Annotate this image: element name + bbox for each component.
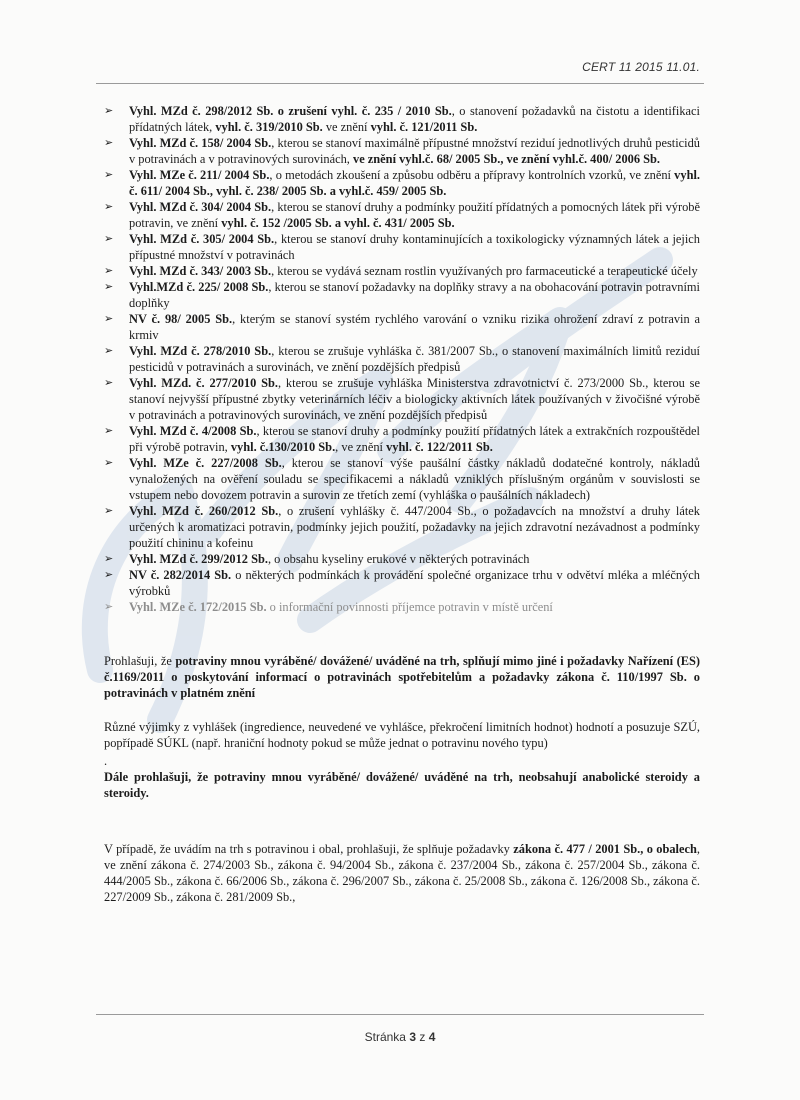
arrow-bullet-icon: ➢ <box>104 168 114 181</box>
text-run: , o metodách zkoušení a způsobu odběru a přípravy kontrolních vzorků, ve znění <box>269 168 675 182</box>
bold-text: potraviny mnou vyráběné/ dovážené/ uváděné na trh, splňují mimo jiné i požadavky Nařízení (ES) č.1169/2011 o poskytování informací o potravinách spotřebitelům a požadavky zákona č. 110/1997 Sb. o potravinách v platném znění <box>104 654 701 700</box>
text-run: o informační povinnosti příjemce potravin v místě určení <box>266 600 553 614</box>
regulation-item <box>104 423 700 455</box>
separator-dot: . <box>104 754 108 768</box>
bold-text: Vyhl. MZd č. 343/ 2003 Sb. <box>129 264 272 278</box>
text-run: , kterým se stanoví systém rychlého varování o vzniku rizika ohrožení zdraví z potravin a krmiv <box>129 312 700 342</box>
page-number <box>0 1030 800 1044</box>
page-label: Stránka <box>364 1030 406 1044</box>
regulation-item <box>104 375 700 423</box>
text-run: , kterou se vydává seznam rostlin využívaných pro farmaceutické a terapeutické účely <box>271 264 698 278</box>
bold-text: ve znění vyhl.č. 68/ 2005 Sb., ve znění vyhl.č. 400/ 2006 Sb. <box>353 152 661 166</box>
declaration-paragraph <box>104 653 700 701</box>
regulation-item <box>104 455 700 503</box>
arrow-bullet-icon: ➢ <box>104 264 114 277</box>
regulation-item <box>104 503 700 551</box>
text-run: , kterou se stanoví druhy a podmínky použití přídatných a pomocných látek při výrobě potravin, ve znění <box>129 200 701 230</box>
bold-text: Vyhl. MZe č. 211/ 2004 Sb. <box>129 168 270 182</box>
bold-text: NV č. 282/2014 Sb. <box>129 568 232 582</box>
text-run: , kterou se stanoví maximálně přípustné množství reziduí jednotlivých druhů pesticidů v potravinách a v potravinových surovinách, <box>129 136 700 166</box>
page-total: 4 <box>428 1030 436 1044</box>
regulation-item <box>104 343 700 375</box>
bold-text: Vyhl. MZd č. 158/ 2004 Sb. <box>129 136 272 150</box>
bold-text: vyhl. č. 611/ 2004 Sb., vyhl. č. 238/ 2005 Sb. a vyhl.č. 459/ 2005 Sb. <box>129 168 700 198</box>
text-run: , o zrušení vyhlášky č. 447/2004 Sb., o požadavcích na množství a druhy látek určených k aromatizaci potravin, podmínky jejich použití, požadavky na jejich zdravotní nezávadnost a podmínky použití chininu a kofeinu <box>129 504 701 550</box>
arrow-bullet-icon: ➢ <box>104 424 114 437</box>
text-run: o některých podmínkách k provádění společné organizace trhu v odvětví mléka a mléčných výrobků <box>129 568 700 598</box>
header-divider <box>96 83 704 84</box>
arrow-bullet-icon: ➢ <box>104 552 114 565</box>
document-reference: CERT 11 2015 11.01. <box>582 60 700 74</box>
text-run: , ve znění zákona č. 274/2003 Sb., zákona č. 94/2004 Sb., zákona č. 237/2004 Sb., zákona č. 257/2004 Sb., zákona č. 444/2005 Sb., zákona č. 66/2006 Sb., zákona č. 296/2007 Sb., zákona č. 25/2008 Sb., zákona č. 126/2008 Sb., zákona č. 227/2009 Sb., zákona č. 281/2009 Sb., <box>104 842 700 904</box>
text-run: Různé výjimky z vyhlášek (ingredience, neuvedené ve vyhlášce, překročení limitních hodnot) hodnotí a posuzuje SZÚ, popřípadě SÚKL (např. hraniční hodnoty pokud se může jednat o potravinu nového typu) <box>104 720 700 750</box>
text-run: , o obsahu kyseliny erukové v některých potravinách <box>267 552 530 566</box>
bold-text: vyhl. č. 152 /2005 Sb. a vyhl. č. 431/ 2005 Sb. <box>221 216 455 230</box>
arrow-bullet-icon: ➢ <box>104 200 114 213</box>
packaging-paragraph <box>104 841 700 905</box>
text-run: , kterou se zrušuje vyhláška Ministerstva zdravotnictví č. 273/2000 Sb., kterou se stanoví nejvyšší přípustné zbytky veterinárních léčiv a biologicky aktivních látek používaných v živočišné výrobě v potravinách a potravinových surovinách, ve znění pozdějších předpisů <box>129 376 700 422</box>
bold-text: NV č. 98/ 2005 Sb. <box>129 312 233 326</box>
bold-text: Vyhl. MZd č. 4/2008 Sb. <box>129 424 257 438</box>
regulation-item <box>104 199 700 231</box>
text-run: , kterou se stanoví druhy kontaminujících a toxikologicky významných látek a jejich přípustné množství v potravinách <box>129 232 700 262</box>
text-run: , kterou se zrušuje vyhláška č. 381/2007 Sb., o stanovení maximálních limitů reziduí pesticidů v potravinách a surovinách, ve znění pozdějších předpisů <box>129 344 700 374</box>
regulation-item <box>104 311 700 343</box>
bold-text: Vyhl. MZd č. 299/2012 Sb. <box>129 552 268 566</box>
text-run: , ve znění <box>335 440 387 454</box>
bold-text: Vyhl.MZd č. 225/ 2008 Sb. <box>129 280 269 294</box>
arrow-bullet-icon: ➢ <box>104 376 114 389</box>
bold-text: Vyhl. MZd č. 260/2012 Sb. <box>129 504 279 518</box>
bold-text: vyhl. č. 122/2011 Sb. <box>386 440 493 454</box>
text-run: , kterou se stanoví druhy a podmínky použití přídatných látek a extrakčních rozpouštědel při výrobě potravin, <box>129 424 700 454</box>
bold-text: vyhl. č. 121/2011 Sb. <box>370 120 478 134</box>
regulation-list <box>104 103 700 615</box>
regulation-item <box>104 167 700 199</box>
arrow-bullet-icon: ➢ <box>104 232 114 245</box>
bold-text: Vyhl. MZd č. 305/ 2004 Sb. <box>129 232 275 246</box>
text-run: , kterou se stanoví výše paušální částky nákladů dodatečné kontroly, nákladů vynaložených na ověření souladu se specifikacemi a nákladů vzniklých příslušným orgánům v souvislosti se vstupem nebo dovozem potravin a surovin ze třetích zemí (vyhláška o paušálních nákladech) <box>129 456 701 502</box>
regulation-item <box>104 551 700 567</box>
arrow-bullet-icon: ➢ <box>104 456 114 469</box>
exceptions-paragraph <box>104 719 700 751</box>
footer-divider <box>96 1014 704 1015</box>
bold-text: Vyhl. MZe č. 172/2015 Sb. <box>129 600 267 614</box>
arrow-bullet-icon: ➢ <box>104 344 114 357</box>
steroids-declaration <box>104 769 700 801</box>
bold-text: Vyhl. MZd č. 278/2010 Sb. <box>129 344 272 358</box>
page-content <box>104 103 700 905</box>
bold-text: zákona č. 477 / 2001 Sb., o obalech <box>513 842 697 856</box>
text-run: Prohlašuji, že <box>104 654 176 668</box>
arrow-bullet-icon: ➢ <box>104 136 114 149</box>
arrow-bullet-icon: ➢ <box>104 280 114 293</box>
regulation-item <box>104 103 700 135</box>
bold-text: Vyhl. MZd. č. 277/2010 Sb. <box>129 376 278 390</box>
regulation-item <box>104 231 700 263</box>
regulation-item <box>104 135 700 167</box>
bold-text: Dále prohlašuji, že potraviny mnou vyráběné/ dovážené/ uváděné na trh, neobsahují anabolické steroidy a steroidy. <box>104 770 700 800</box>
page-current: 3 <box>409 1030 416 1044</box>
bold-text: vyhl. č.130/2010 Sb. <box>230 440 336 454</box>
arrow-bullet-icon: ➢ <box>104 104 114 117</box>
arrow-bullet-icon: ➢ <box>104 600 114 613</box>
arrow-bullet-icon: ➢ <box>104 504 114 517</box>
bold-text: vyhl. č. 319/2010 Sb. <box>215 120 323 134</box>
regulation-item <box>104 263 700 279</box>
regulation-item <box>104 567 700 599</box>
bold-text: Vyhl. MZd č. 304/ 2004 Sb. <box>129 200 272 214</box>
text-run: , kterou se stanoví požadavky na doplňky stravy a na obohacování potravin potravními doplňky <box>129 280 700 310</box>
arrow-bullet-icon: ➢ <box>104 312 114 325</box>
regulation-item <box>104 279 700 311</box>
page-separator: z <box>419 1030 426 1044</box>
arrow-bullet-icon: ➢ <box>104 568 114 581</box>
text-run: , o stanovení požadavků na čistotu a identifikaci přídatných látek, <box>129 104 700 134</box>
bold-text: Vyhl. MZd č. 298/2012 Sb. o zrušení vyhl. č. 235 / 2010 Sb. <box>129 104 452 118</box>
regulation-item <box>104 599 700 615</box>
text-run: ve znění <box>322 120 371 134</box>
text-run: V případě, že uvádím na trh s potravinou i obal, prohlašuji, že splňuje požadavky <box>104 842 514 856</box>
bold-text: Vyhl. MZe č. 227/2008 Sb. <box>129 456 282 470</box>
